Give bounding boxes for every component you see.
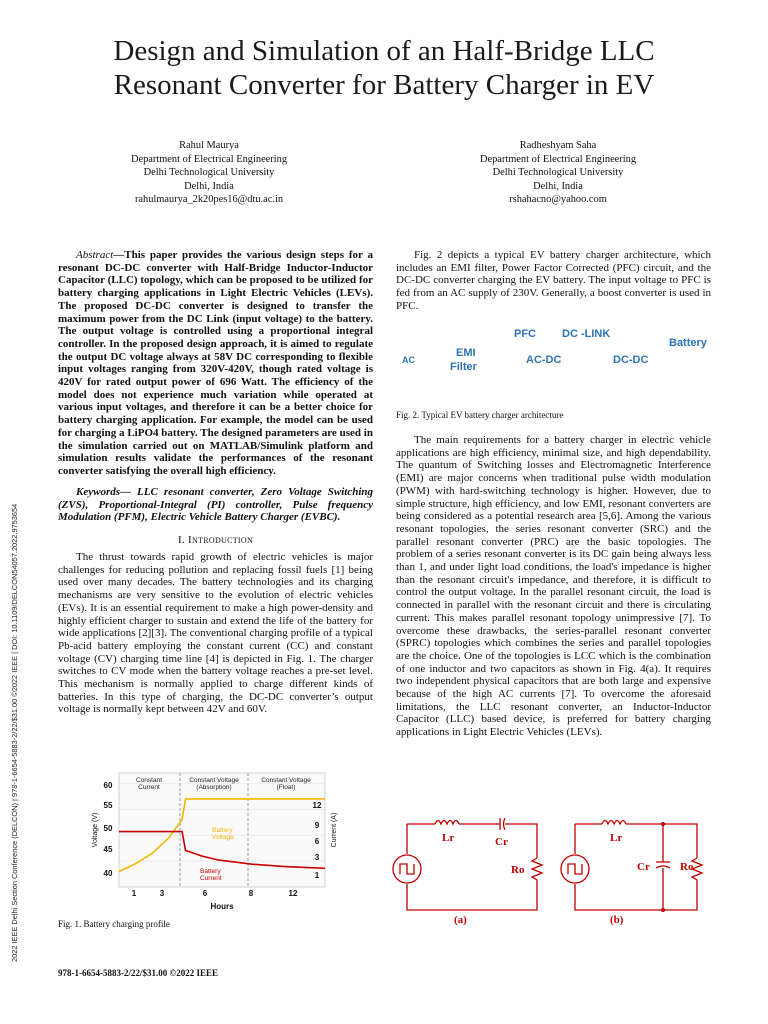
x-tick: 3 [159, 889, 165, 898]
capacitor-cr-icon [500, 818, 505, 830]
region-label-absorption: (Absorption) [196, 784, 232, 791]
series-label-current: Battery [200, 868, 221, 875]
author-university: Delhi Technological University [492, 167, 624, 179]
y-tick-right: 9 [314, 821, 320, 830]
abstract-lead: Abstract [76, 249, 114, 261]
region-label-float: (Float) [276, 784, 296, 791]
block-label-battery: Battery [669, 337, 707, 349]
region-label-float: Constant Voltage [261, 777, 311, 784]
block-label-pfc: PFC [514, 328, 536, 340]
block-label-dc-link: DC -LINK [562, 328, 611, 340]
x-tick: 8 [248, 889, 254, 898]
keywords-text: Keywords— LLC resonant converter, Zero Voltage Switching (ZVS), Proportional-Integral (PI) controller, Pulse frequency Modulation (PFM), Electric Vehicle Battery Charger (EVBC). [58, 486, 373, 524]
figure-4a-circuit [392, 814, 562, 930]
abstract [58, 249, 373, 478]
series-label-voltage: Voltage [212, 834, 234, 841]
label-b: (b) [610, 914, 624, 926]
inductor-lr-icon [602, 821, 626, 825]
node-dot [661, 822, 665, 826]
title-line-1: Design and Simulation of an Half-Bridge LLC [113, 35, 655, 67]
y-tick-right: 3 [314, 853, 320, 862]
x-tick: 6 [202, 889, 208, 898]
y-tick-left: 60 [103, 781, 113, 790]
label-a: (a) [454, 914, 467, 926]
wire [505, 824, 537, 858]
paper-title [40, 34, 728, 102]
label-lr: Lr [610, 832, 623, 844]
capacitor-cr-icon [656, 824, 670, 910]
right-column-body [396, 434, 711, 739]
author-city: Delhi, India [533, 180, 583, 192]
label-lr: Lr [442, 832, 455, 844]
abstract-body: —This paper provides the various design steps for a resonant DC-DC converter with Half-Bridge Inductor-Inductor Capacitor (LLC) topology, which can be proposed to be utilized for battery charging applications in Light Electric Vehicles (LEVs). The proposed DC-DC converter is designed to transfer the maximum power from the DC Link (input voltage) to the battery. The output voltage is controlled using a proportional integral controller. In the proposed design approach, it is aimed to regulate the output DC voltage always at 58V DC corresponding to flexible input voltages ranging from 320V-420V, though rated voltage is 420V for rated output power of 696 Watt. The efficiency of the model does not experience much variation while operated at various input voltages, and therefore it can be a better choice for battery charging application. For example, the model can be used for charging a LiPO4 battery. The designed parameters are used in the simulation carried out on MATLAB/Simulink platform and simulation results validate the performances of the resonant converter satisfying the overall high efficiency. [58, 249, 373, 477]
label-ro: Ro [511, 864, 525, 876]
y-tick-left: 50 [103, 824, 113, 833]
label-cr: Cr [495, 836, 508, 848]
label-ro: Ro [680, 861, 694, 873]
node-dot [661, 908, 665, 912]
section-heading-introduction: I. Introduction [177, 534, 254, 546]
series-label-voltage: Battery [212, 827, 233, 834]
fig2-description: Fig. 2 depicts a typical EV battery charger architecture, which includes an EMI filter, Power Factor Corrected (PFC) circuit, and the DC-DC converter charging the EV battery. The input voltage to PFC is fed from an AC supply of 230V. Generally, a boost converter is used in PFC. [396, 249, 711, 312]
author-name: Radheshyam Saha [519, 140, 597, 151]
block-label-dc-dc: DC-DC [613, 354, 649, 366]
y-axis-label-left: Voltage (V) [92, 812, 99, 848]
figure-1-chart [58, 770, 348, 912]
block-label-ac: AC [402, 355, 415, 365]
conference-sidebar-text: 2022 IEEE Delhi Section Conference (DELCON) | 978-1-6654-5883-2/22/$31.00 ©2022 IEEE | DOI: 10.1109/DELCON54057.2022.9753654 [10, 503, 19, 962]
right-column-intro [396, 249, 711, 313]
author-email[interactable]: rahulmaurya_2k20pes16@dtu.ac.in [134, 194, 284, 206]
y-tick-right: 6 [314, 837, 320, 846]
figure-1-caption: Fig. 1. Battery charging profile [58, 919, 170, 929]
x-axis-label: Hours [210, 902, 234, 911]
footer-copyright: 978-1-6654-5883-2/22/$31.00 ©2022 IEEE [58, 968, 218, 978]
series-label-current: Current [200, 875, 222, 882]
y-tick-right: 1 [314, 871, 320, 880]
block-label-filter: Filter [450, 361, 477, 373]
block-label-emi: EMI [456, 347, 476, 359]
x-tick: 12 [288, 889, 298, 898]
y-tick-left: 55 [103, 801, 113, 810]
introduction-body [58, 551, 373, 716]
block-label-ac-dc: AC-DC [526, 354, 562, 366]
square-wave-icon [400, 864, 414, 874]
author-block-1 [79, 139, 339, 207]
x-tick: 1 [131, 889, 137, 898]
introduction-paragraph: The thrust towards rapid growth of electric vehicles is major challenges for reducing pollution and replacing fossil fuels [1] being used over many decades. The battery technologies and its charging mechanisms are very sensitive to the evolution of electric vehicles (EVs). It is an essential requirement to make a high power-density and highly efficient charger to sustain and extend the life of the battery for wide applications [2][3]. The conventional charging profile of a typical Pb-acid battery employing the constant current (CC) and constant voltage (CV) charging time line [4] is depicted in Fig. 1. The charger switches to CV mode when the battery voltage reaches a pre-set level. This mechanism is normally applied to charge different kinds of batteries. In this type of charging, the DC-DC converter’s output voltage is normally kept between 42V and 60V. [58, 551, 373, 716]
conference-sidebar [10, 503, 20, 972]
inductor-lr-icon [435, 821, 459, 825]
author-block-2 [428, 139, 688, 207]
author-university: Delhi Technological University [143, 167, 275, 179]
label-cr: Cr [637, 861, 650, 873]
y-tick-right: 12 [312, 801, 322, 810]
author-dept: Department of Electrical Engineering [130, 153, 288, 165]
author-name: Rahul Maurya [179, 140, 239, 151]
author-city: Delhi, India [184, 180, 234, 192]
wire [626, 824, 697, 858]
y-tick-left: 45 [103, 845, 113, 854]
y-tick-left: 40 [103, 869, 113, 878]
requirements-paragraph: The main requirements for a battery charger in electric vehicle applications are high efficiency, minimal size, and high dependability. The quantum of Switching losses and Electromagnetic Interference (EMI) are major concerns when traditional pulse width modulation (PWM) with hard-switching technology is higher. However, due to simple structure, high efficiency, and low EMI, resonant converters are being considered as a potential research area [5,6]. Among the various resonant topologies, the series resonant converter (SRC) and the parallel resonant converter (PRC) are the basic topologies. The problem of a series resonant converter is its DC gain being always less than 1, and under light load conditions, the load's impedance is higher than the resonant circuit's impedance, and therefore, it is difficult to control the output voltage. In the parallel resonant circuit, the load is connected in parallel with the resonant circuit and there is circulating current. This makes parallel resonant topology unimpressive [7]. To overcome these drawbacks, the series-parallel resonant converter (SPRC) topologies which combines the series and parallel topologies are the choice. One of the topologies is LCC which is the combination of one inductor and two capacitors as shown in Fig. 4(a). It requires two independent physical capacitors that are both large and expensive because of the high AC currents [7]. To overcome the aforesaid limitations, the LLC resonant converter, an Inductor-Inductor Capacitor (LLC) based device, is preferred for battery charging applications in Light Electric Vehicles (LEVs). [396, 434, 711, 739]
figure-2-caption: Fig. 2. Typical EV battery charger architecture [396, 410, 564, 420]
title-line-2: Resonant Converter for Battery Charger in EV [113, 69, 655, 101]
author-email[interactable]: rshahacno@yahoo.com [509, 194, 607, 206]
region-label-constant-current: Constant [135, 777, 163, 784]
author-dept: Department of Electrical Engineering [479, 153, 637, 165]
region-label-constant-current: Current [138, 784, 160, 791]
keywords [58, 486, 373, 524]
y-axis-label-right: Current (A) [331, 812, 338, 848]
region-label-absorption: Constant Voltage [189, 777, 239, 784]
figure-4b-circuit [560, 814, 710, 930]
square-wave-icon [568, 864, 582, 874]
